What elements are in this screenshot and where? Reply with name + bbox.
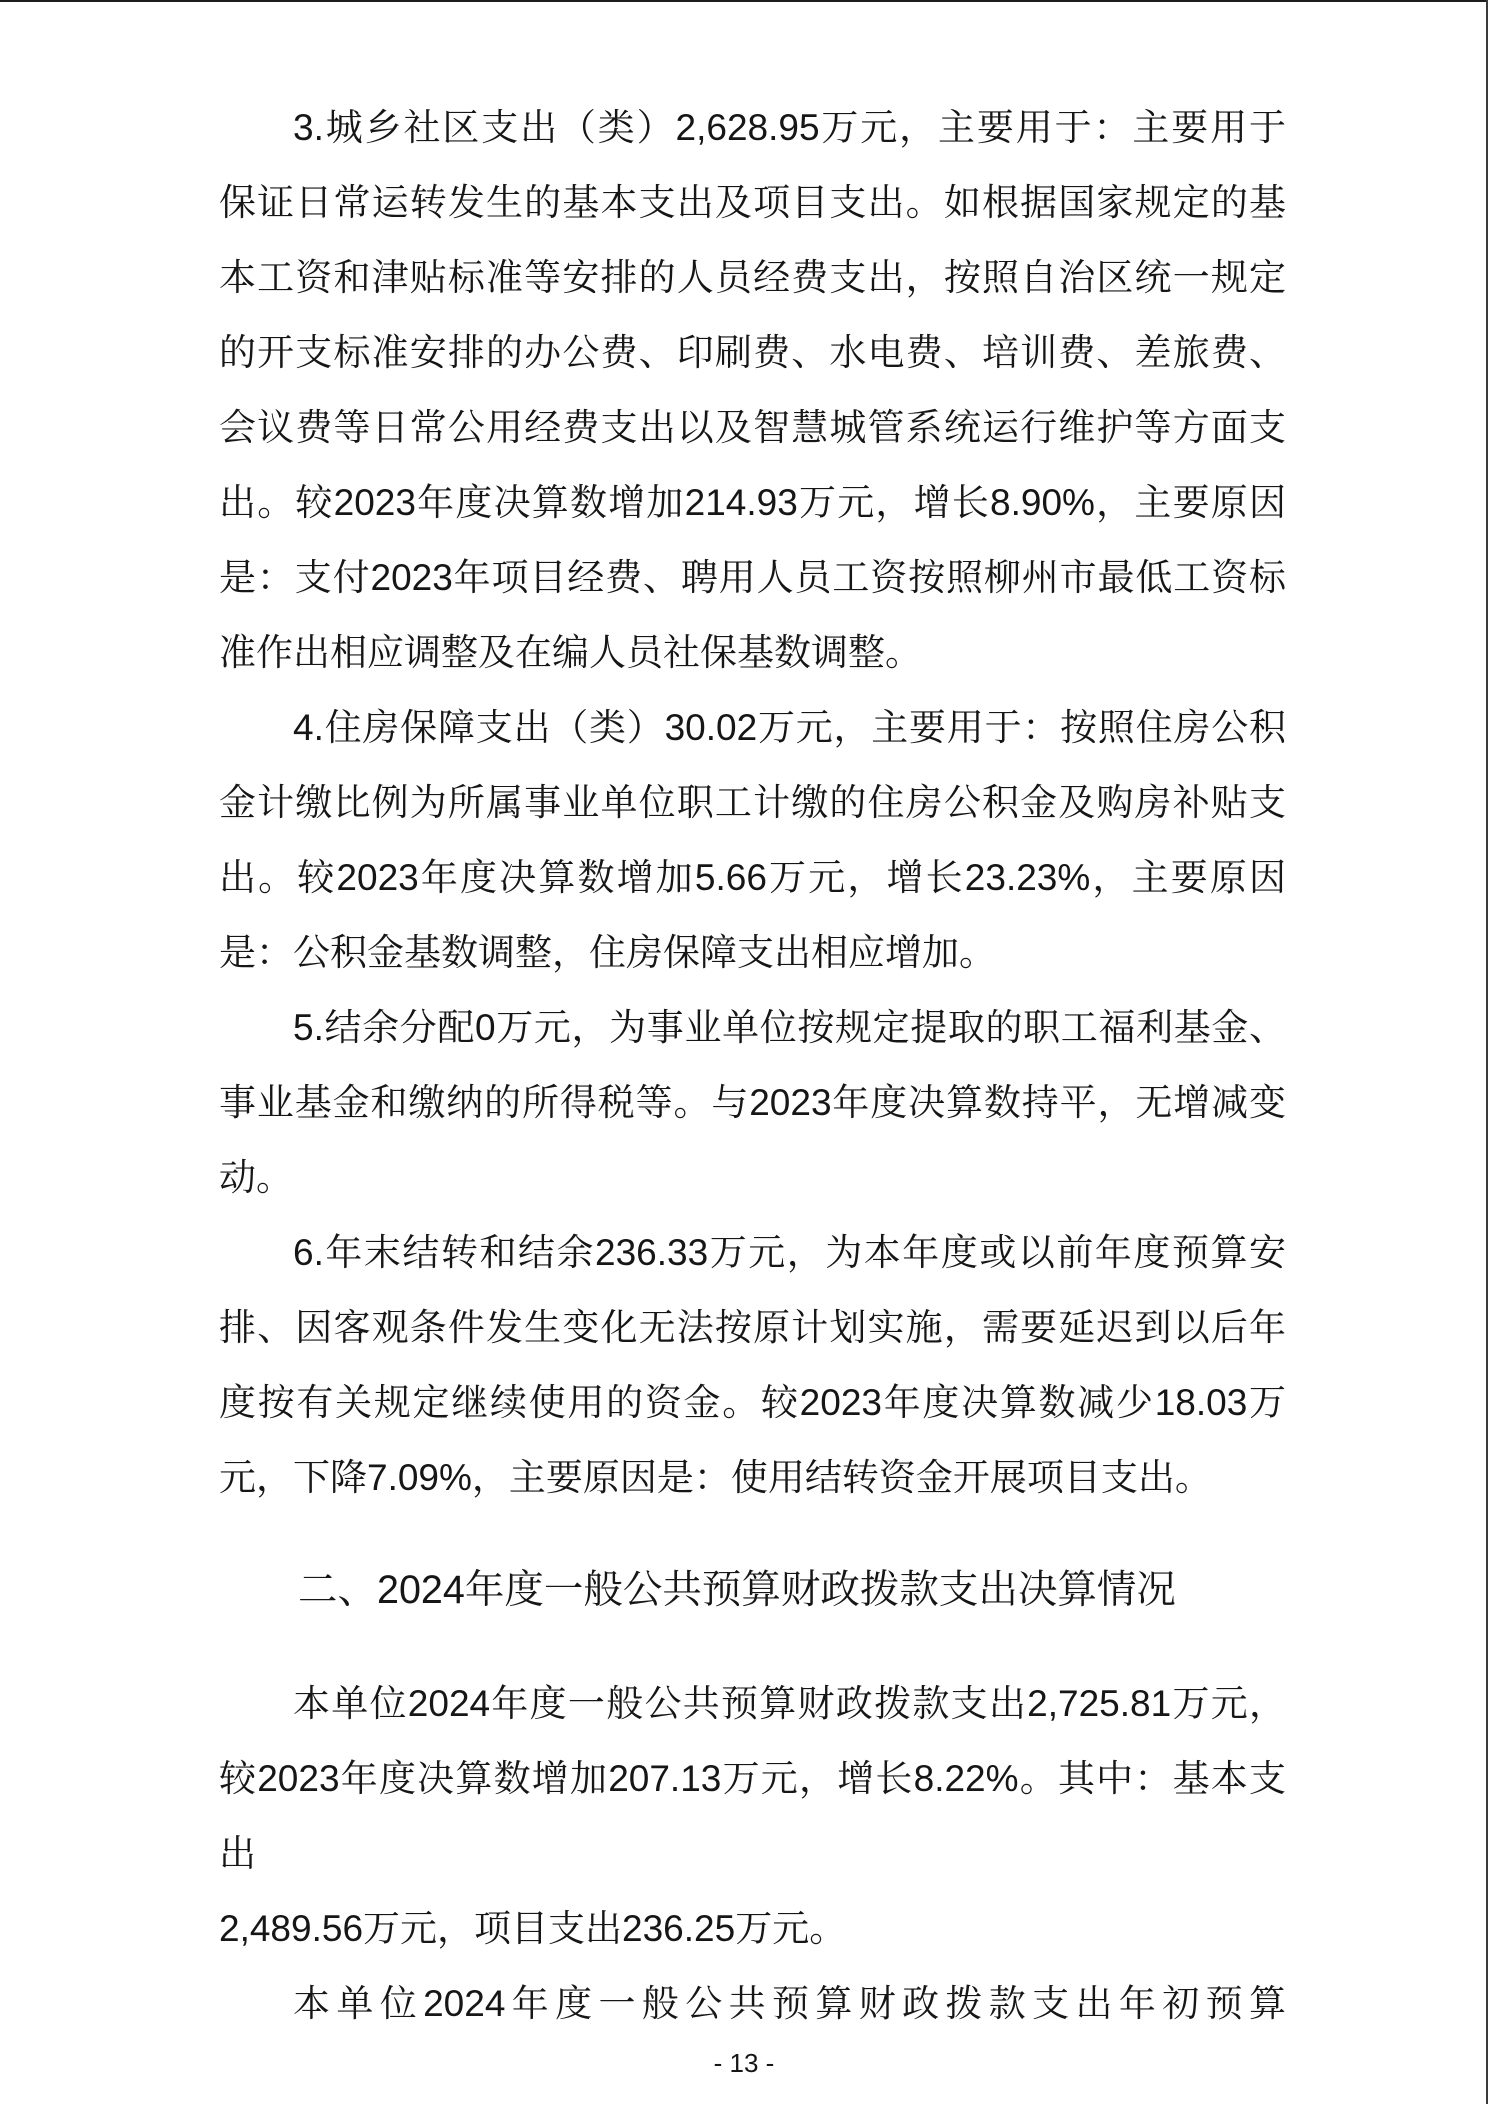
paragraph-line: 出。较2023年度决算数增加5.66万元，增长23.23%，主要原因: [219, 857, 1286, 898]
paragraph-line: 本单位2024年度一般公共预算财政拨款支出2,725.81万元，: [293, 1683, 1286, 1724]
paragraph-line: 2,489.56万元，项目支出236.25万元。: [219, 1908, 847, 1949]
section-heading: 二、2024年度一般公共预算财政拨款支出决算情况: [298, 1568, 1176, 1612]
paragraph-line: 动。: [219, 1157, 293, 1198]
paragraph-line: 是：公积金基数调整，住房保障支出相应增加。: [219, 932, 996, 973]
paragraph-line: 的开支标准安排的办公费、印刷费、水电费、培训费、差旅费、: [219, 332, 1286, 373]
paragraph-line: 6.年末结转和结余236.33万元，为本年度或以前年度预算安: [293, 1232, 1286, 1273]
paragraph-line: 3.城乡社区支出（类）2,628.95万元，主要用于：主要用于: [293, 107, 1286, 148]
paragraph-line: 元，下降7.09%，主要原因是：使用结转资金开展项目支出。: [219, 1457, 1212, 1498]
paragraph-line: 排、因客观条件发生变化无法按原计划实施，需要延迟到以后年: [219, 1307, 1286, 1348]
paragraph-line: 保证日常运转发生的基本支出及项目支出。如根据国家规定的基: [219, 182, 1286, 223]
paragraph-line: 准作出相应调整及在编人员社保基数调整。: [219, 632, 922, 673]
paragraph-line: 本工资和津贴标准等安排的人员经费支出，按照自治区统一规定: [219, 257, 1286, 298]
paragraph-line: 较2023年度决算数增加207.13万元，增长8.22%。其中：基本支出: [219, 1758, 1286, 1874]
paragraph-line: 5.结余分配0万元，为事业单位按规定提取的职工福利基金、: [293, 1007, 1286, 1048]
paragraph-housing-security-expenditure: [219, 690, 1286, 990]
paragraph-line: 度按有关规定继续使用的资金。较2023年度决算数减少18.03万: [219, 1382, 1286, 1423]
page-number: - 13 -: [713, 2048, 775, 2078]
paragraph-line: 4.住房保障支出（类）30.02万元，主要用于：按照住房公积: [293, 707, 1286, 748]
paragraph-line: 是：支付2023年项目经费、聘用人员工资按照柳州市最低工资标: [219, 557, 1286, 598]
paragraph-annual-initial-budget: [219, 1966, 1286, 2041]
paragraph-general-budget-expenditure: [219, 1666, 1286, 1966]
paragraph-line: 本单位2024年度一般公共预算财政拨款支出年初预算: [293, 1983, 1286, 2024]
paragraph-line: 金计缴比例为所属事业单位职工计缴的住房公积金及购房补贴支: [219, 782, 1286, 823]
paragraph-surplus-distribution: [219, 990, 1286, 1215]
page-border-top: [0, 0, 1488, 2]
paragraph-urban-rural-community-expenditure: [219, 90, 1286, 690]
paragraph-line: 事业基金和缴纳的所得税等。与2023年度决算数持平，无增减变: [219, 1082, 1286, 1123]
page-body: [219, 90, 1286, 2041]
paragraph-year-end-carryover: [219, 1215, 1286, 1515]
paragraph-line: 出。较2023年度决算数增加214.93万元，增长8.90%，主要原因: [219, 482, 1286, 523]
paragraph-line: 会议费等日常公用经费支出以及智慧城管系统运行维护等方面支: [219, 407, 1286, 448]
